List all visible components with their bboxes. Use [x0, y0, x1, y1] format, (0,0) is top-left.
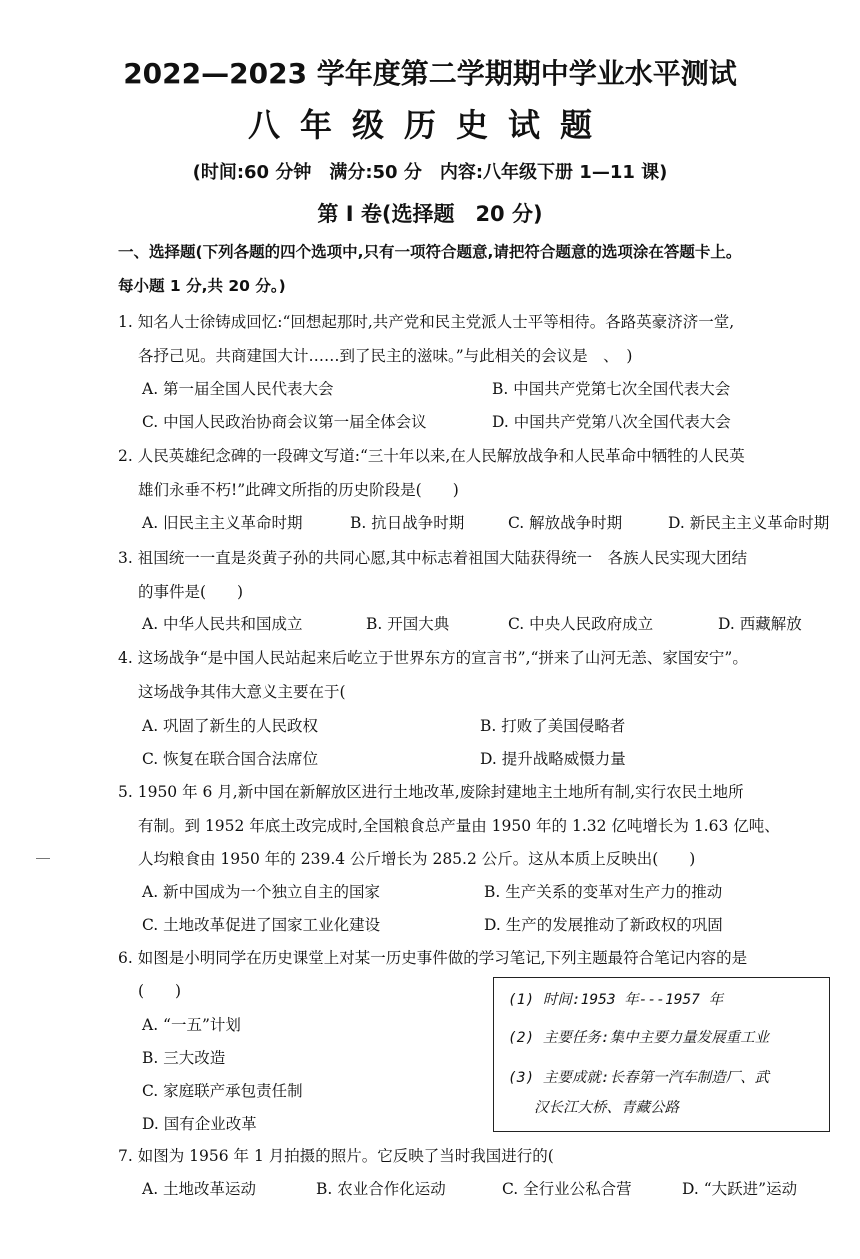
study-note-box: [493, 977, 830, 1132]
question-6-option-a: A. “一五”计划: [142, 1016, 241, 1034]
question-6-option-d: D. 国有企业改革: [142, 1115, 257, 1133]
question-4-option-a: A. 巩固了新生的人民政权: [142, 717, 319, 735]
question-7-option-c: C. 全行业公私合营: [502, 1180, 632, 1198]
exam-subtitle: 八年级历史试题: [247, 106, 612, 144]
question-3-line-1: 3. 祖国统一一直是炎黄子孙的共同心愿,其中标志着祖国大陆获得统一 各族人民实现大团结: [118, 549, 748, 567]
question-1-option-b: B. 中国共产党第七次全国代表大会: [492, 380, 731, 398]
question-5-option-b: B. 生产关系的变革对生产力的推动: [484, 883, 723, 901]
question-4-option-b: B. 打败了美国侵略者: [480, 717, 626, 735]
note-line-1: (1) 时间:1953 年---1957 年: [508, 992, 724, 1008]
question-5-line-3: 人均粮食由 1950 年的 239.4 公斤增长为 285.2 公斤。这从本质上反映出( ): [138, 850, 696, 868]
question-3-option-d: D. 西藏解放: [718, 615, 802, 633]
question-2-option-b: B. 抗日战争时期: [350, 514, 465, 532]
note-line-2: (2) 主要任务:集中主要力量发展重工业: [508, 1030, 770, 1046]
question-4-option-c: C. 恢复在联合国合法席位: [142, 750, 319, 768]
question-6-option-b: B. 三大改造: [142, 1049, 226, 1067]
note-line-4: 汉长江大桥、青藏公路: [534, 1100, 679, 1116]
question-5-option-c: C. 土地改革促进了国家工业化建设: [142, 916, 381, 934]
question-1-option-c: C. 中国人民政治协商会议第一届全体会议: [142, 413, 427, 431]
instructions-line-2: 每小题 1 分,共 20 分。): [118, 277, 286, 295]
question-5-option-a: A. 新中国成为一个独立自主的国家: [142, 883, 381, 901]
question-6-line-1: 6. 如图是小明同学在历史课堂上对某一历史事件做的学习笔记,下列主题最符合笔记内容的是: [118, 949, 748, 967]
question-1-line-1: 1. 知名人士徐铸成回忆:“回想起那时,共产党和民主党派人士平等相待。各路英豪济济一堂,: [118, 313, 735, 331]
question-2-line-1: 2. 人民英雄纪念碑的一段碑文写道:“三十年以来,在人民解放战争和人民革命中牺牲的人民英: [118, 447, 745, 465]
question-3-line-2: 的事件是( ): [138, 583, 244, 601]
question-2-option-d: D. 新民主主义革命时期: [668, 514, 830, 532]
question-7-line-1: 7. 如图为 1956 年 1 月拍摄的照片。它反映了当时我国进行的(: [118, 1147, 585, 1165]
question-5-option-d: D. 生产的发展推动了新政权的巩固: [484, 916, 723, 934]
note-line-3: (3) 主要成就:长春第一汽车制造厂、武: [508, 1070, 770, 1086]
question-2-option-a: A. 旧民主主义革命时期: [142, 514, 303, 532]
question-4-line-1: 4. 这场战争“是中国人民站起来后屹立于世界东方的宣言书”,“拼来了山河无恙、家国安宁”。: [118, 649, 748, 667]
scan-mark: [36, 858, 50, 859]
question-3-option-a: A. 中华人民共和国成立: [142, 615, 303, 633]
question-3-option-b: B. 开国大典: [366, 615, 450, 633]
question-2-line-2: 雄们永垂不朽!”此碑文所指的历史阶段是( ): [138, 481, 459, 499]
question-3-option-c: C. 中央人民政府成立: [508, 615, 654, 633]
instructions-line-1: 一、选择题(下列各题的四个选项中,只有一项符合题意,请把符合题意的选项涂在答题卡上。: [118, 243, 742, 261]
question-6-line-2: ( ): [138, 982, 182, 1000]
exam-title: 2022—2023 学年度第二学期期中学业水平测试: [123, 57, 737, 90]
question-7-option-b: B. 农业合作化运动: [316, 1180, 446, 1198]
question-5-line-2: 有制。到 1952 年底土改完成时,全国粮食总产量由 1950 年的 1.32 亿吨增长为 1.63 亿吨、: [138, 817, 780, 835]
question-7-option-d: D. “大跃进”运动: [682, 1180, 798, 1198]
section-heading: 第 I 卷(选择题 20 分): [317, 202, 543, 226]
question-2-option-c: C. 解放战争时期: [508, 514, 623, 532]
question-6-option-c: C. 家庭联产承包责任制: [142, 1082, 303, 1100]
question-1-option-a: A. 第一届全国人民代表大会: [142, 380, 334, 398]
question-1-option-d: D. 中国共产党第八次全国代表大会: [492, 413, 731, 431]
question-7-option-a: A. 土地改革运动: [142, 1180, 257, 1198]
question-1-line-2: 各抒己见。共商建国大计……到了民主的滋味。”与此相关的会议是 、 ): [138, 347, 633, 365]
question-4-line-2: 这场战争其伟大意义主要在于(: [138, 683, 346, 701]
question-5-line-1: 5. 1950 年 6 月,新中国在新解放区进行土地改革,废除封建地主土地所有制,实行农民土地所: [118, 783, 744, 801]
question-4-option-d: D. 提升战略威慑力量: [480, 750, 626, 768]
exam-meta: (时间:60 分钟 满分:50 分 内容:八年级下册 1—11 课): [192, 162, 668, 183]
